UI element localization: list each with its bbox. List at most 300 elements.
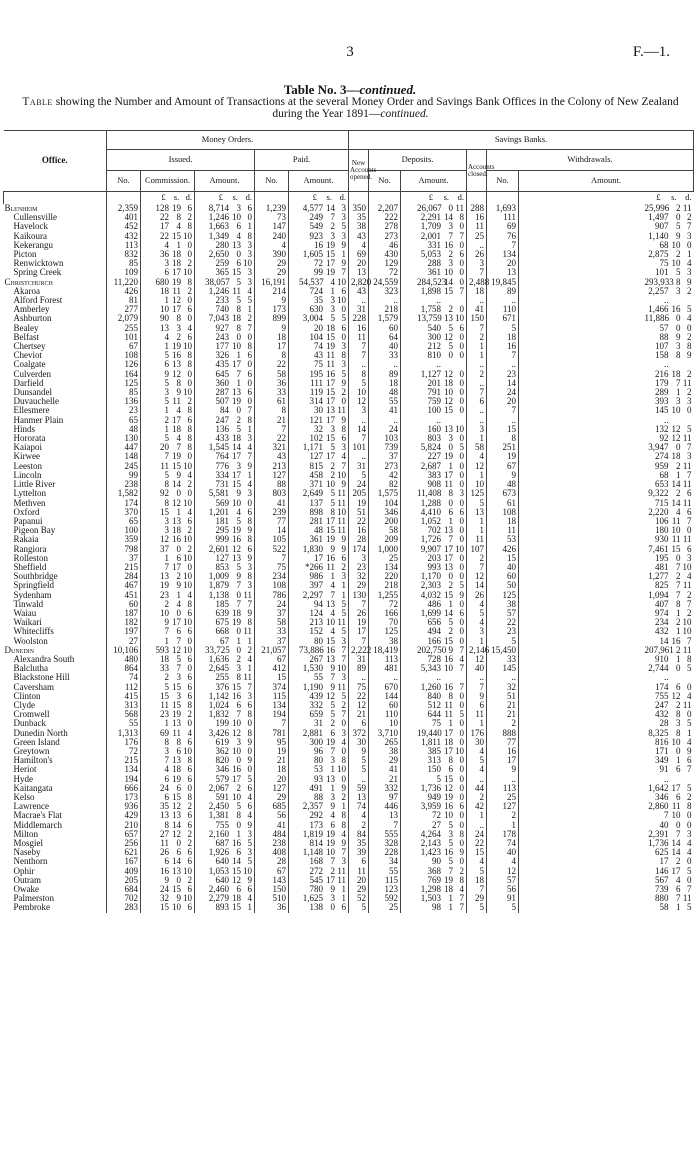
withdrawals-amount-pounds: 106	[655, 515, 669, 526]
issued-no: 1,582	[107, 489, 141, 498]
commission-pounds: 1	[164, 718, 169, 729]
withdrawals-no: 60	[487, 572, 519, 581]
deposits-amount-pounds: 100	[427, 405, 442, 416]
commission-pence: 2	[187, 525, 192, 536]
deposits-no: 13	[369, 811, 401, 820]
accounts-closed: 4	[467, 618, 487, 627]
withdrawals-amount-shillings: 18	[671, 368, 681, 379]
withdrawals-amount-pounds: 216	[655, 368, 669, 379]
new-accounts: 6	[349, 857, 369, 866]
paid-amount-pence: 9	[341, 479, 347, 490]
paid-amount-shillings: 7	[330, 212, 336, 223]
commission-pounds: 23	[160, 589, 169, 600]
accounts-closed: 107	[467, 545, 487, 554]
withdrawals-amount-pence: 11	[682, 644, 692, 655]
accounts-closed: ..	[467, 673, 487, 682]
paid-amount-pounds: 137	[309, 497, 324, 508]
paid-amount-pence: 11	[337, 515, 347, 526]
withdrawals-amount-shillings: 2	[676, 856, 681, 867]
withdrawals-amount-shillings: 11	[671, 515, 681, 526]
commission-pence: 8	[187, 598, 192, 609]
paid-amount-pounds: 96	[314, 745, 324, 756]
paid-amount-shillings: 19	[326, 828, 336, 839]
withdrawals-amount-pence: 1	[687, 727, 692, 738]
deposits-amount-pence: 0	[459, 451, 465, 462]
withdrawals-amount-pence: 3	[687, 828, 692, 839]
issued-amount-shillings: 18	[232, 313, 241, 324]
withdrawals-amount-pounds: 1,277	[648, 571, 669, 582]
new-accounts: 228	[349, 314, 369, 323]
withdrawals-no: 888	[487, 729, 519, 738]
commission-pounds: 12	[160, 534, 169, 545]
deposits-amount-pounds: 1,726	[420, 534, 442, 545]
commission-pence: 8	[187, 350, 192, 361]
issued-amount-pence: 0	[247, 718, 252, 729]
commission-pence: 8	[187, 433, 192, 444]
deposits-no: 34	[369, 857, 401, 866]
table-row	[4, 222, 694, 231]
table-row	[4, 637, 694, 646]
withdrawals-amount-pence: 5	[687, 865, 692, 876]
paid-amount-pence: 11	[337, 874, 347, 885]
withdrawals-amount-pence: 11	[682, 534, 692, 545]
withdrawals-amount-pounds: ..	[664, 773, 669, 784]
paid-amount-pence: 5	[341, 313, 347, 324]
withdrawals-amount-shillings: 3	[676, 285, 681, 296]
issued-amount-shillings: 17	[232, 359, 241, 370]
paid-amount-shillings: 7	[330, 745, 336, 756]
new-accounts: 5	[349, 903, 369, 912]
issued-amount-pence: 3	[247, 847, 252, 858]
paid-no: 1,239	[255, 204, 289, 213]
withdrawals-no: 67	[487, 462, 519, 471]
office-name: Clinton	[13, 690, 41, 701]
accounts-closed: 12	[467, 462, 487, 471]
deposits-amount-pounds: 9,907	[420, 543, 442, 554]
deposits-amount-pounds: 759	[427, 396, 442, 407]
withdrawals-no: 50	[487, 581, 519, 590]
paid-amount-pence: 7	[341, 644, 347, 655]
deposits-amount-pounds: 2,143	[420, 838, 442, 849]
paid-amount-pounds: 923	[309, 230, 324, 241]
issued-no: 256	[107, 839, 141, 848]
withdrawals-no: 7	[487, 406, 519, 415]
paid-amount-pounds: 814	[309, 838, 324, 849]
paid-no: 781	[255, 729, 289, 738]
commission-pounds: 22	[160, 230, 169, 241]
deposits-amount-shillings: 3	[448, 828, 454, 839]
deposits-amount-pounds: 385	[427, 745, 442, 756]
paid-no: 127	[255, 784, 289, 793]
commission-pence: 10	[183, 341, 192, 352]
deposits-no: 200	[369, 517, 401, 526]
deposits-amount-pounds: 75	[432, 718, 442, 729]
office-name: Waikari	[13, 617, 42, 628]
withdrawals-amount-shillings: 1	[676, 387, 681, 398]
deposits-amount-shillings: 19	[444, 792, 454, 802]
issued-amount-shillings: 7	[236, 580, 241, 591]
deposits-amount-pounds: 1,260	[420, 681, 442, 692]
new-accounts: 31	[349, 462, 369, 471]
issued-amount-pence: 4	[247, 442, 252, 453]
commission-shillings: 9	[176, 893, 181, 904]
withdrawals-amount-pence: 9	[687, 745, 692, 756]
withdrawals-amount-pence: 0	[687, 819, 692, 830]
paid-amount-shillings: 5	[330, 442, 336, 453]
paid-amount-shillings: 13	[326, 653, 336, 664]
deposits-amount-pounds: 383	[427, 469, 442, 480]
commission-pence: 2	[187, 479, 192, 490]
deposits-amount-pence: 0	[459, 635, 465, 646]
commission-pence: 2	[187, 258, 192, 269]
accounts-closed: ..	[467, 406, 487, 415]
issued-amount-shillings: 0	[236, 405, 241, 416]
withdrawals-no: 21	[487, 701, 519, 710]
commission-pence: 8	[187, 442, 192, 453]
paid-amount-pounds: 2,881	[302, 727, 324, 738]
withdrawals-amount-pounds: 1,466	[648, 304, 669, 315]
accounts-closed: 1	[467, 637, 487, 646]
commission-pence: 4	[187, 506, 192, 517]
deposits-no: 222	[369, 213, 401, 222]
withdrawals-amount-shillings: 3	[676, 341, 681, 352]
withdrawals-no: 16	[487, 747, 519, 756]
paid-amount-pounds: 99	[314, 267, 324, 278]
table-row	[4, 250, 694, 259]
issued-no: 65	[107, 416, 141, 425]
paid-no: 8	[255, 351, 289, 360]
withdrawals-amount-pence: 6	[687, 506, 692, 517]
commission-pence: 10	[183, 230, 192, 241]
issued-amount-pence: 9	[247, 819, 252, 830]
deposits-amount-pence: 2	[459, 865, 465, 876]
paid-amount-pounds: 121	[309, 414, 324, 425]
deposits-amount-pence: 7	[459, 644, 465, 655]
commission-shillings: 1	[176, 589, 181, 600]
commission-pounds: 5	[164, 350, 169, 361]
accounts-closed: 5	[467, 499, 487, 508]
new-accounts: 2,820	[349, 278, 369, 287]
paid-amount-pounds: 124	[309, 607, 324, 618]
commission-pence: 0	[187, 782, 192, 793]
withdrawals-no: 21	[487, 710, 519, 719]
deposits-amount-pence: 8	[459, 874, 465, 885]
issued-amount-shillings: 4	[236, 506, 241, 517]
new-accounts: 30	[349, 738, 369, 747]
deposits-amount-shillings: 0	[448, 350, 454, 361]
new-accounts: 19	[349, 499, 369, 508]
deposits-no: 123	[369, 885, 401, 894]
commission-pence: 8	[187, 359, 192, 370]
commission-pounds: 7	[164, 451, 169, 462]
withdrawals-no: 57	[487, 876, 519, 885]
withdrawals-no: 1,693	[487, 204, 519, 213]
withdrawals-amount-shillings: 2	[676, 249, 681, 260]
commission-pence: 8	[187, 276, 192, 287]
paid-amount-shillings: 3	[330, 423, 336, 434]
issued-no: 130	[107, 434, 141, 443]
paid-amount-shillings: 10	[326, 847, 336, 858]
paid-amount-shillings: 3	[330, 893, 336, 904]
commission-pounds: 13	[160, 571, 169, 582]
deposits-no: 218	[369, 305, 401, 314]
commission-shillings: 14	[172, 856, 181, 867]
commission-pence: 6	[187, 847, 192, 858]
withdrawals-amount-pounds: 17	[659, 856, 669, 867]
office-name: Greytown	[13, 745, 50, 756]
withdrawals-no: ..	[487, 360, 519, 369]
issued-amount-pence: 9	[247, 736, 252, 747]
table-row	[4, 213, 694, 222]
issued-amount-pounds: 362	[215, 745, 229, 756]
issued-amount-pence: 0	[247, 764, 252, 775]
withdrawals-amount-shillings: 6	[676, 884, 681, 895]
withdrawals-amount-pounds: 91	[659, 764, 669, 775]
paid-amount-pence: 5	[341, 626, 347, 637]
issued-amount-pence: 1	[247, 663, 252, 674]
deposits-amount-pounds: 4,410	[420, 506, 442, 517]
paid-amount-header: Amount.	[289, 171, 349, 192]
issued-no: 101	[107, 333, 141, 342]
table-row	[4, 296, 694, 305]
deposits-no: 2,207	[369, 204, 401, 213]
deposits-no: 24,559	[369, 278, 401, 287]
issued-amount-pence: 8	[247, 534, 252, 545]
paid-no: 73	[255, 213, 289, 222]
commission-shillings: 17	[172, 414, 181, 425]
new-accounts: 38	[349, 222, 369, 231]
paid-amount-shillings: 10	[326, 479, 336, 490]
issued-amount-shillings: 15	[232, 865, 241, 876]
withdrawals-amount-pounds: 407	[655, 598, 669, 609]
commission-pounds: 9	[164, 368, 169, 379]
issued-amount-pence: 7	[247, 598, 252, 609]
deposits-amount-shillings: 17	[444, 543, 454, 554]
issued-amount-pence: 8	[247, 341, 252, 352]
paid-no: 7	[255, 425, 289, 434]
issued-amount-pence: 0	[247, 212, 252, 223]
deposits-amount-pounds: 1,699	[420, 607, 442, 618]
issued-amount-pence: 9	[247, 460, 252, 471]
commission-pounds: 69	[160, 727, 169, 738]
deposits-amount-pounds: 1,898	[420, 285, 442, 296]
withdrawals-amount-shillings: 7	[676, 893, 681, 904]
deposits-amount-shillings: 9	[448, 644, 454, 655]
paid-no: 786	[255, 591, 289, 600]
issued-amount-pounds: 740	[215, 304, 229, 315]
paid-amount-shillings: 10	[326, 617, 336, 628]
table-row	[4, 342, 694, 351]
deposits-amount-shillings: 3	[448, 433, 454, 444]
deposits-no: 1,255	[369, 591, 401, 600]
paid-amount-shillings: 8	[330, 506, 336, 517]
table-row	[4, 397, 694, 406]
withdrawals-no: 251	[487, 443, 519, 452]
withdrawals-no: 20	[487, 397, 519, 406]
table-row	[4, 876, 694, 885]
commission-pounds: 1	[164, 423, 169, 434]
issued-amount-pounds: 136	[215, 423, 229, 434]
office-name: Hinds	[13, 423, 36, 434]
table-row	[4, 517, 694, 526]
issued-amount-pounds: 247	[215, 414, 229, 425]
office-name: Amberley	[13, 304, 50, 315]
paid-amount-pence: 10	[337, 663, 347, 674]
issued-amount-pence: 8	[247, 230, 252, 241]
deposits-amount-pounds: 993	[427, 561, 442, 572]
issued-header: Issued.	[107, 150, 255, 171]
deposits-amount-pence: 0	[459, 469, 465, 480]
paid-header: Paid.	[255, 150, 349, 171]
issued-no: 210	[107, 821, 141, 830]
office-name: Naseby	[13, 847, 41, 858]
deposits-no: 592	[369, 894, 401, 903]
paid-amount-shillings: 6	[330, 727, 336, 738]
paid-no: 173	[255, 305, 289, 314]
commission-pounds: 16	[160, 865, 169, 876]
issued-amount-pence: 4	[247, 479, 252, 490]
deposits-amount-shillings: 16	[444, 847, 454, 858]
commission-shillings: 15	[172, 230, 181, 241]
paid-no: 56	[255, 811, 289, 820]
commission-shillings: 12	[172, 801, 181, 812]
deposits-amount-shillings: 7	[448, 865, 454, 876]
commission-pounds: 128	[155, 203, 169, 213]
new-accounts: 13	[349, 268, 369, 277]
issued-amount-shillings: 1	[236, 828, 241, 839]
commission-shillings: 0	[176, 488, 181, 499]
commission-shillings: 13	[172, 865, 181, 876]
withdrawals-amount-pounds: ..	[664, 672, 669, 683]
paid-amount-shillings: 19	[326, 267, 336, 278]
withdrawals-amount-shillings: 11	[671, 801, 681, 812]
paid-amount-pounds: 31	[314, 718, 324, 729]
issued-no: 74	[107, 673, 141, 682]
commission-pounds: 8	[164, 819, 169, 830]
paid-no: 41	[255, 499, 289, 508]
paid-amount-pounds: 439	[309, 690, 324, 701]
paid-amount-shillings: 19	[326, 534, 336, 545]
issued-amount-shillings: 10	[232, 497, 241, 508]
units-cell-7-pence: d.	[457, 192, 465, 203]
issued-amount-shillings: 17	[232, 469, 241, 480]
paid-amount-shillings: 2	[330, 865, 336, 876]
deposits-amount-header: Amount.	[401, 171, 467, 192]
paid-amount-shillings: 18	[326, 322, 336, 333]
accounts-closed: 58	[467, 443, 487, 452]
deposits-no: 328	[369, 839, 401, 848]
commission-pounds: 593	[155, 644, 169, 655]
issued-no: 832	[107, 250, 141, 259]
commission-pounds: 2	[164, 672, 169, 683]
office-name: Hamilton's	[13, 755, 53, 766]
deposits-amount-shillings: 16	[444, 801, 454, 812]
withdrawals-no: 23	[487, 370, 519, 379]
issued-no: 187	[107, 609, 141, 618]
withdrawals-amount-shillings: 0	[676, 745, 681, 756]
withdrawals-amount-pounds: 625	[655, 847, 669, 858]
paid-no: 194	[255, 710, 289, 719]
commission-shillings: 6	[176, 847, 181, 858]
accounts-closed: 7	[467, 885, 487, 894]
withdrawals-no: 69	[487, 222, 519, 231]
paid-amount-shillings: 3	[330, 304, 336, 315]
deposits-no: 555	[369, 830, 401, 839]
withdrawals-amount-pounds: 974	[655, 607, 669, 618]
issued-amount-pounds: 2,650	[208, 249, 229, 260]
commission-pounds: 5	[164, 377, 169, 388]
office-header: Office.	[4, 131, 107, 192]
commission-pounds: 15	[160, 506, 169, 517]
paid-no: 29	[255, 268, 289, 277]
withdrawals-no: 56	[487, 885, 519, 894]
office-name: Coalgate	[13, 359, 46, 370]
withdrawals-amount-pounds: 930	[655, 534, 669, 545]
paid-amount-shillings: 5	[330, 488, 336, 499]
commission-pence: 8	[187, 221, 192, 232]
accounts-closed: 29	[467, 894, 487, 903]
paid-amount-shillings: 1	[330, 571, 336, 582]
new-accounts: 89	[349, 664, 369, 673]
issued-no-header: No.	[107, 171, 141, 192]
issued-amount-pounds: 640	[215, 856, 229, 867]
accounts-closed: 4	[467, 765, 487, 774]
accounts-closed: 1	[467, 811, 487, 820]
office-name: Mosgiel	[13, 838, 44, 849]
issued-amount-shillings: 4	[236, 230, 241, 241]
issued-amount-pence: 0	[247, 331, 252, 342]
paid-amount-pounds: 93	[314, 773, 324, 784]
withdrawals-amount-shillings: 14	[671, 479, 681, 490]
deposits-amount-pence: 6	[459, 801, 465, 812]
accounts-closed: 6	[467, 701, 487, 710]
paid-no: 20	[255, 775, 289, 784]
new-accounts: 2,222	[349, 646, 369, 655]
issued-amount-pence: 3	[247, 276, 252, 287]
deposits-amount-pounds: 1,503	[420, 893, 442, 904]
deposits-amount-shillings: 11	[444, 709, 454, 720]
withdrawals-amount-pounds: 346	[655, 792, 669, 802]
commission-pence: 2	[187, 874, 192, 885]
withdrawals-amount-pounds: ..	[664, 359, 669, 370]
deposits-header: Deposits.	[369, 150, 467, 171]
commission-pence: 10	[183, 387, 192, 398]
issued-amount-shillings: 6	[236, 847, 241, 858]
withdrawals-amount-pence: 1	[687, 249, 692, 260]
commission-shillings: 18	[172, 764, 181, 775]
paid-no: 7	[255, 554, 289, 563]
deposits-amount-pounds: 4,032	[420, 589, 442, 600]
commission-pence: 6	[187, 653, 192, 664]
deposits-amount-shillings: 15	[444, 285, 454, 296]
issued-amount-shillings: 16	[232, 534, 241, 545]
accounts-closed: 7	[467, 388, 487, 397]
issued-no: 85	[107, 259, 141, 268]
paid-no: 67	[255, 655, 289, 664]
withdrawals-no: 1	[487, 821, 519, 830]
paid-amount-pence: 3	[341, 212, 347, 223]
withdrawals-no: 16	[487, 342, 519, 351]
deposits-no: 323	[369, 287, 401, 296]
units-cell-7-value	[403, 193, 464, 202]
paid-amount-pence: 5	[341, 607, 347, 618]
issued-no: 313	[107, 701, 141, 710]
issued-amount-pounds: 619	[215, 736, 229, 747]
issued-amount-shillings: 18	[232, 893, 241, 904]
office-name: Lincoln	[13, 469, 42, 480]
issued-amount-shillings: 10	[232, 718, 241, 729]
deposits-amount-shillings: 18	[444, 884, 454, 895]
